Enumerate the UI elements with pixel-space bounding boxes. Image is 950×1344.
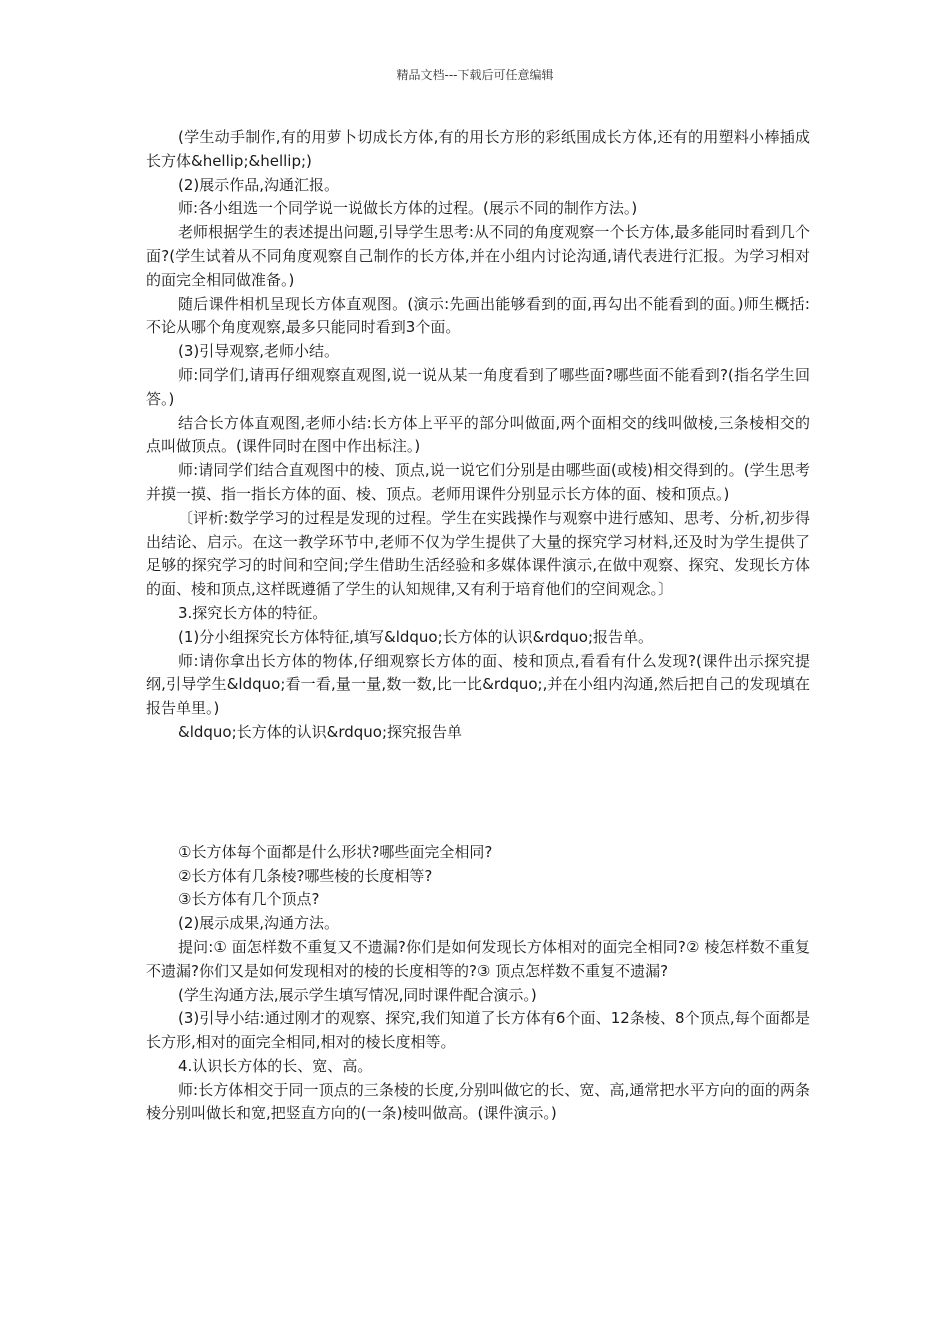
paragraph: 3.探究长方体的特征。: [178, 603, 328, 622]
paragraph: ①长方体每个面都是什么形状?哪些面完全相同?: [178, 842, 493, 861]
report-title: &ldquo;长方体的认识&rdquo;探究报告单: [178, 722, 463, 741]
blank-space: [146, 745, 810, 841]
paragraph: (2)展示成果,沟通方法。: [178, 914, 340, 933]
paragraph: (1)分小组探究长方体特征,填写&ldquo;长方体的认识&rdquo;报告单。: [178, 627, 654, 646]
paragraph: (学生沟通方法,展示学生填写情况,同时课件配合演示。): [178, 985, 537, 1004]
paragraph: 〔评析:数学学习的过程是发现的过程。学生在实践操作与观察中进行感知、思考、分析,初步得出结论、启示。在这一教学环节中,老师不仅为学生提供了大量的探究学习材料,还及时为学生提供了足够的探究学习的时间和空间;学生借助生活经验和多媒体课件演示,在做中观察、探究、发现长方体的面、棱和顶点,这样既遵循了学生的认知规律,又有利于培育他们的空间观念。〕: [146, 508, 810, 599]
paragraph: 师:各小组选一个同学说一说做长方体的过程。(展示不同的制作方法。): [178, 199, 638, 218]
paragraph: 4.认识长方体的长、宽、高。: [178, 1056, 373, 1075]
document-body: [146, 126, 810, 1126]
paragraph: 老师根据学生的表述提出问题,引导学生思考:从不同的角度观察一个长方体,最多能同时看到几个面?(学生试着从不同角度观察自己制作的长方体,并在小组内讨论沟通,请代表进行汇报。为学习相对的面完全相同做准备。): [146, 223, 810, 289]
paragraph: (3)引导小结:通过刚才的观察、探究,我们知道了长方体有6个面、12条棱、8个顶点,每个面都是长方形,相对的面完全相同,相对的棱长度相等。: [146, 1009, 810, 1052]
paragraph: ③长方体有几个顶点?: [178, 890, 320, 909]
paragraph: 师:同学们,请再仔细观察直观图,说一说从某一角度看到了哪些面?哪些面不能看到?(指名学生回答。): [146, 365, 810, 408]
paragraph: 提问:① 面怎样数不重复又不遗漏?你们是如何发现长方体相对的面完全相同?② 棱怎样数不重复不遗漏?你们又是如何发现相对的棱的长度相等的?③ 顶点怎样数不重复不遗漏?: [146, 937, 810, 980]
paragraph: 师:长方体相交于同一顶点的三条棱的长度,分别叫做它的长、宽、高,通常把水平方向的面的两条棱分别叫做长和宽,把竖直方向的(一条)棱叫做高。(课件演示。): [146, 1080, 810, 1123]
paragraph: 结合长方体直观图,老师小结:长方体上平平的部分叫做面,两个面相交的线叫做棱,三条棱相交的点叫做顶点。(课件同时在图中作出标注。): [146, 413, 810, 456]
paragraph: (2)展示作品,沟通汇报。: [178, 175, 340, 194]
paragraph: 随后课件相机呈现长方体直观图。(演示:先画出能够看到的面,再勾出不能看到的面。)师生概括:不论从哪个角度观察,最多只能同时看到3个面。: [146, 294, 810, 337]
page-header: 精品文档---下载后可任意编辑: [396, 68, 554, 82]
paragraph: 师:请同学们结合直观图中的棱、顶点,说一说它们分别是由哪些面(或棱)相交得到的。(学生思考并摸一摸、指一指长方体的面、棱、顶点。老师用课件分别显示长方体的面、棱和顶点。): [146, 461, 810, 503]
paragraph: (3)引导观察,老师小结。: [178, 342, 340, 361]
paragraph: ②长方体有几条棱?哪些棱的长度相等?: [178, 866, 433, 885]
paragraph: (学生动手制作,有的用萝卜切成长方体,有的用长方形的彩纸围成长方体,还有的用塑料小棒插成长方体&hellip;&hellip;): [146, 128, 810, 170]
paragraph: 师:请你拿出长方体的物体,仔细观察长方体的面、棱和顶点,看看有什么发现?(课件出示探究提纲,引导学生&ldquo;看一看,量一量,数一数,比一比&rdquo;,并在小组内沟通,然后把自己的发现填在报告单里。): [146, 651, 810, 718]
